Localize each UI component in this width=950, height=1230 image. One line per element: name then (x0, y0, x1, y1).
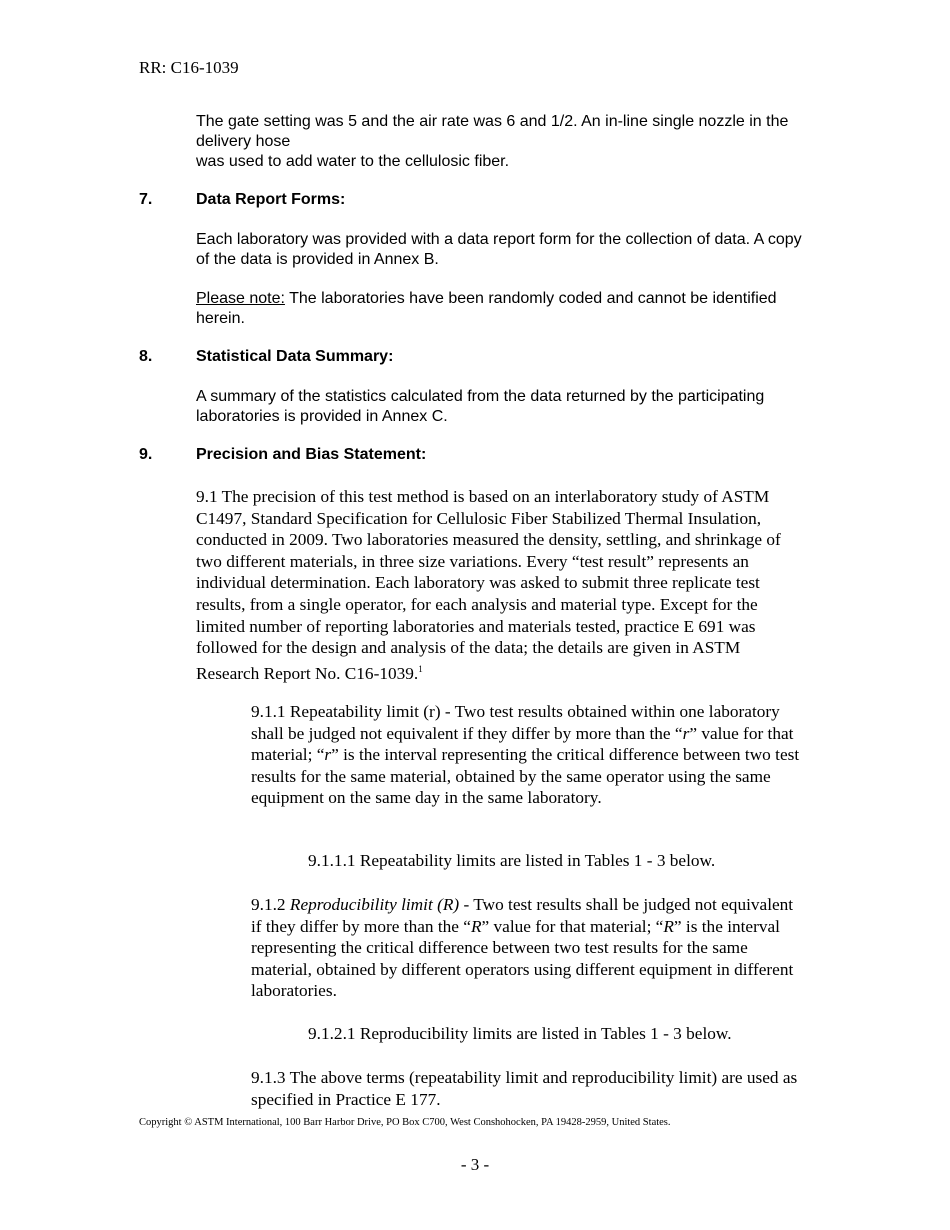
note-label: Please note: (196, 290, 285, 307)
section-9-1-2-paragraph: 9.1.2 Reproducibility limit (R) - Two test results shall be judged not equivalent if they differ by more than the “R” value for that material; “R” is the interval representing the critical difference between two test results for the same material, obtained by different operators using different equipment in different laboratories. (251, 895, 794, 1001)
section-7-note (196, 289, 816, 329)
note-text: The laboratories have been randomly coded and cannot be identified herein. (196, 290, 777, 327)
footnote-mark: 1 (418, 663, 423, 674)
section-9-title: Precision and Bias Statement: (196, 446, 427, 463)
section-9-1-paragraph (196, 486, 796, 684)
section-9-1-3-paragraph: 9.1.3 The above terms (repeatability limit and reproducibility limit) are used as specified in Practice E 177. (251, 1068, 798, 1109)
section-7-paragraph: Each laboratory was provided with a data report form for the collection of data. A copy of the data is provided in Annex B. (196, 231, 802, 268)
section-9-1-text: 9.1 The precision of this test method is based on an interlaboratory study of ASTM C1497, Standard Specification for Cellulosic Fiber Stabilized Thermal Insulation, conducted in 2009. Two laboratories measured the density, settling, and shrinkage of two different materials, in three size variations. Every “test result” represents an individual determination. Each laboratory was asked to submit three replicate test results, from a single operator, for each analysis and material type. Except for the limited number of reporting laboratories and materials tested, practice E 691 was followed for the design and analysis of the data; the details are given in ASTM Research Report No. C16-1039. (196, 487, 781, 683)
intro-paragraph (196, 112, 816, 172)
section-8-number: 8. (139, 348, 153, 365)
report-id-header: RR: C16-1039 (139, 58, 239, 77)
section-9-1-2-1-paragraph: 9.1.2.1 Reproducibility limits are listed in Tables 1 - 3 below. (308, 1024, 732, 1043)
section-9-number: 9. (139, 446, 153, 463)
page-number: - 3 - (460, 1155, 490, 1174)
section-8-title: Statistical Data Summary: (196, 348, 394, 365)
section-7-number: 7. (139, 191, 153, 208)
section-8-paragraph: A summary of the statistics calculated from the data returned by the participating laboratories is provided in Annex C. (196, 388, 765, 425)
intro-line-1: The gate setting was 5 and the air rate was 6 and 1/2. An in-line single nozzle in the delivery hose (196, 113, 789, 150)
section-7-title: Data Report Forms: (196, 191, 346, 208)
section-9-1-1-1-paragraph: 9.1.1.1 Repeatability limits are listed in Tables 1 - 3 below. (308, 851, 716, 870)
copyright-footer: Copyright © ASTM International, 100 Barr Harbor Drive, PO Box C700, West Conshohocken, PA 19428-2959, United States. (139, 1117, 671, 1128)
section-9-1-1-paragraph: 9.1.1 Repeatability limit (r) - Two test results obtained within one laboratory shall be judged not equivalent if they differ by more than the “r” value for that material; “r” is the interval representing the critical difference between two test results for the same material, obtained by the same operator using the same equipment on the same day in the same laboratory. (251, 702, 800, 808)
intro-line-2: was used to add water to the cellulosic fiber. (196, 153, 510, 170)
